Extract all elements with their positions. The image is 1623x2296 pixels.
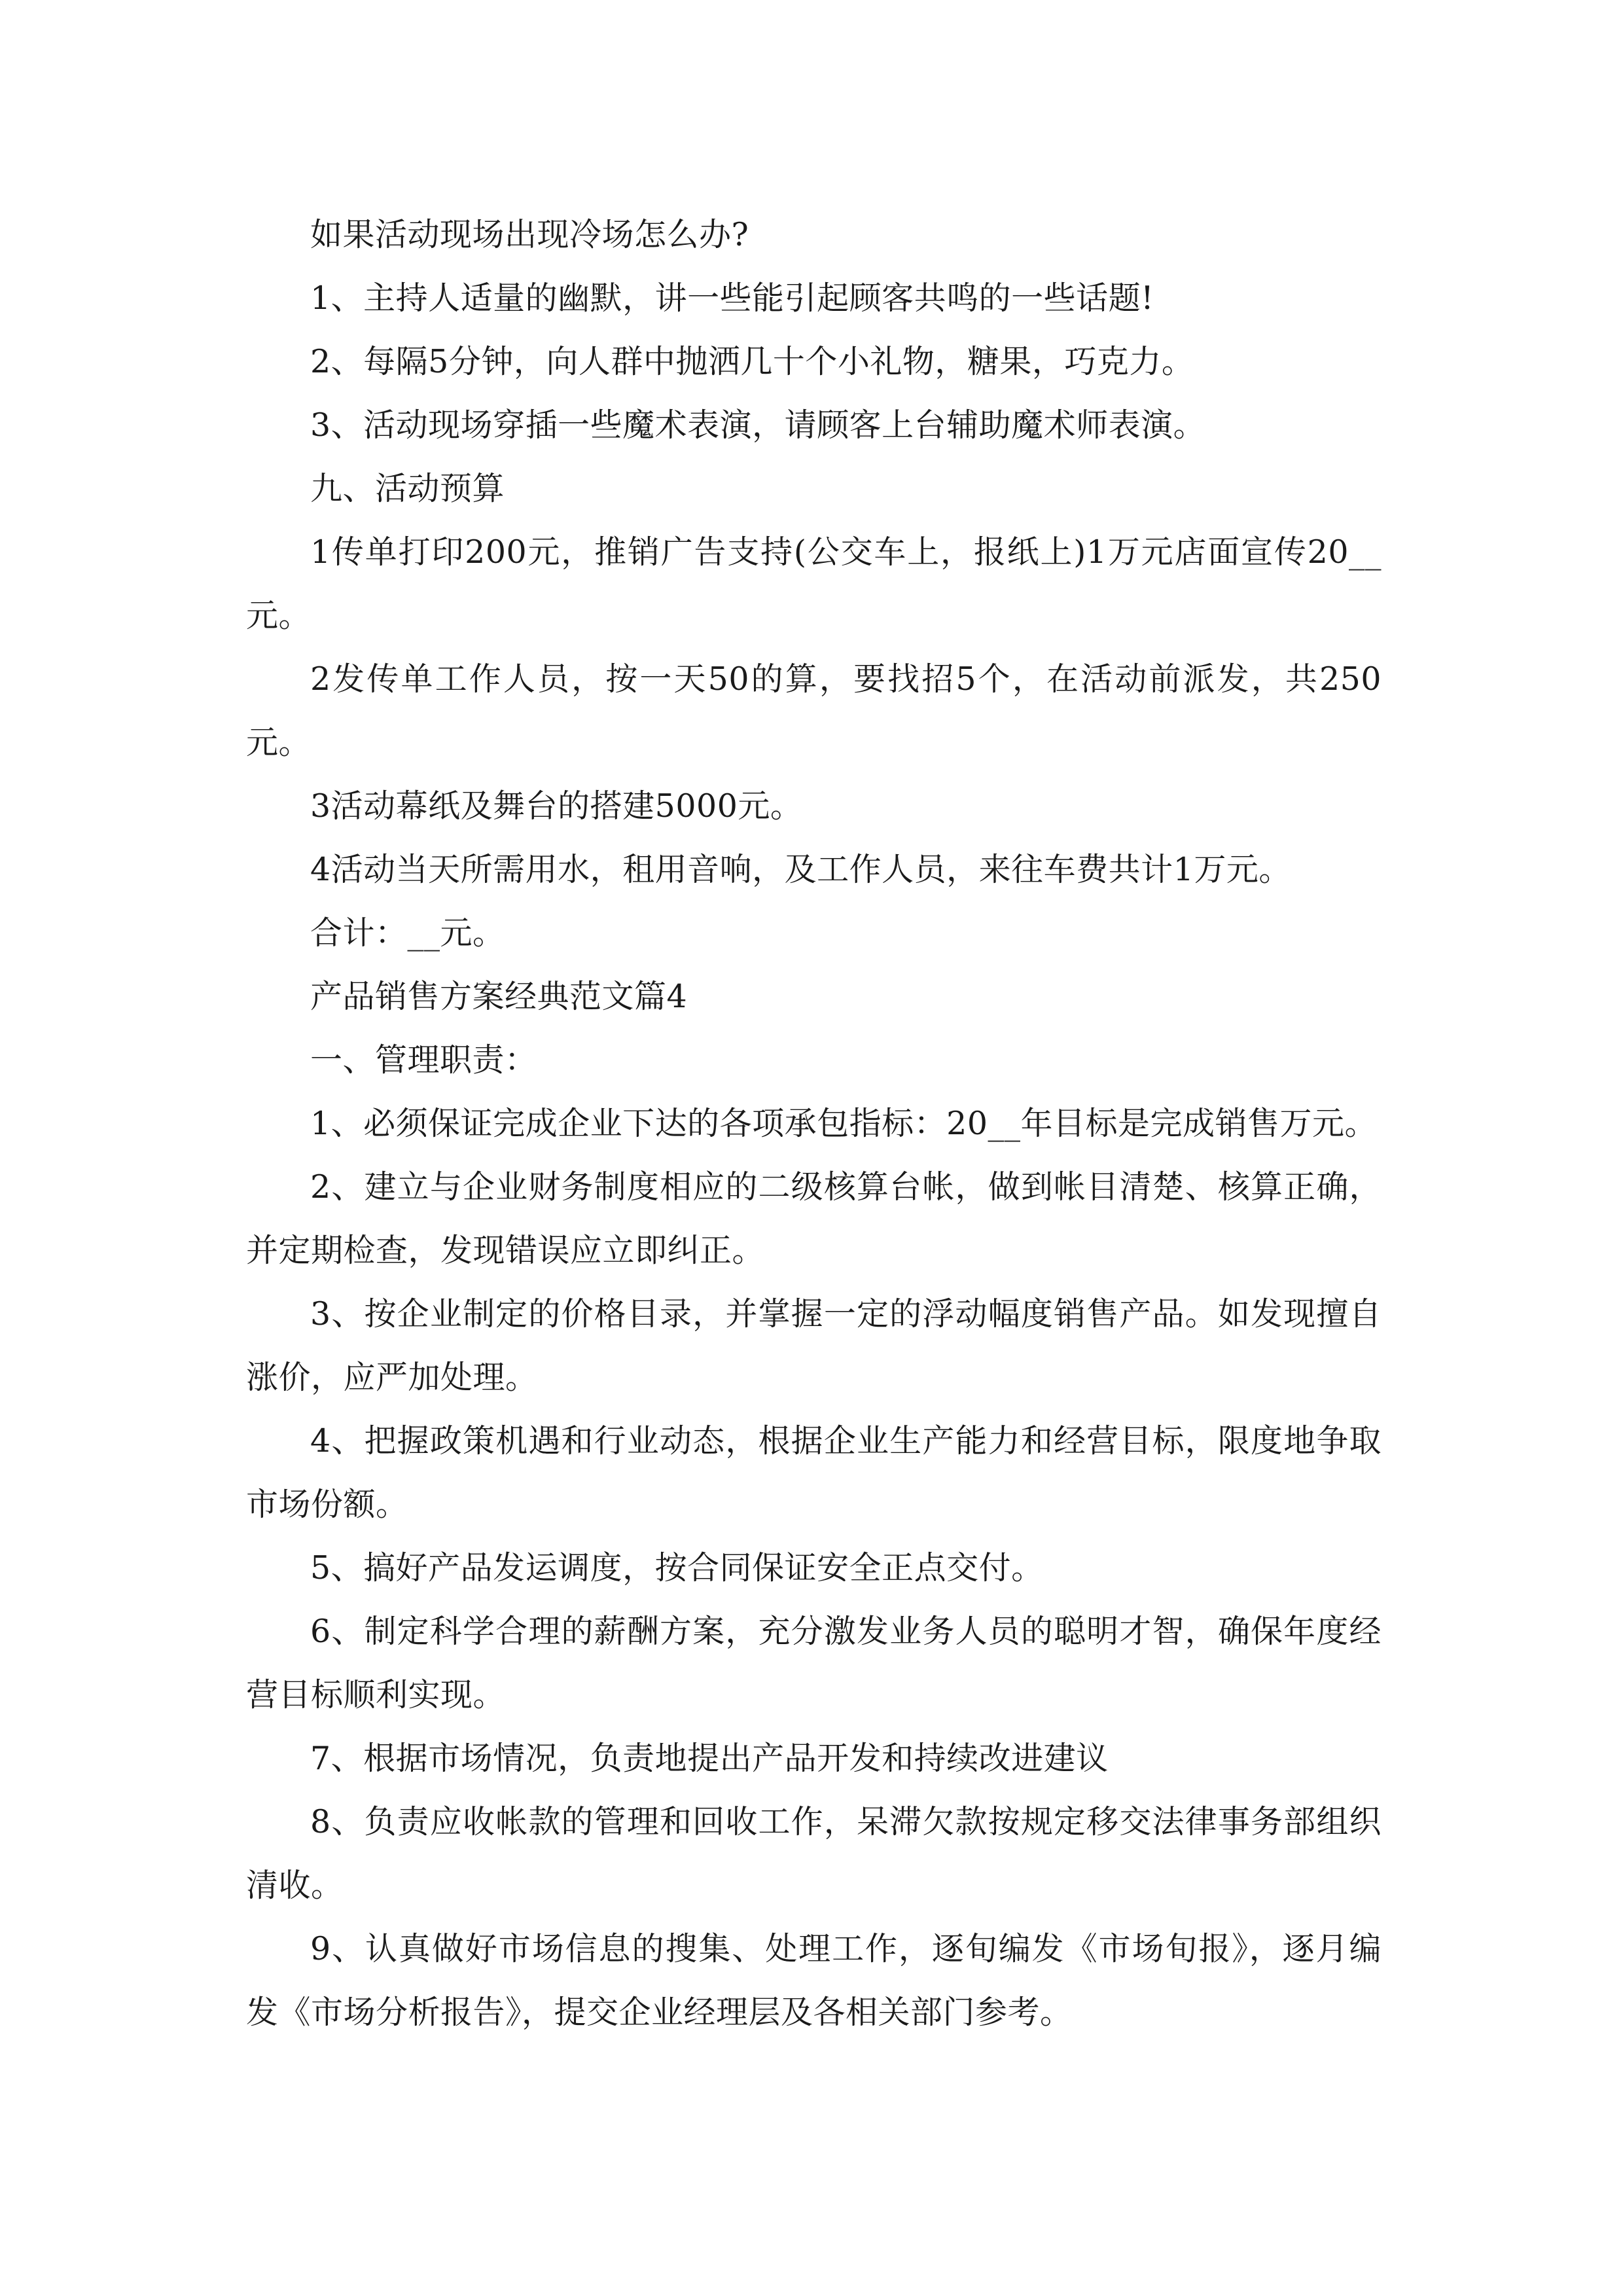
list-item-duty-2: 2、建立与企业财务制度相应的二级核算台帐，做到帐目清楚、核算正确，并定期检查，发现错误应立即纠正。 [246, 1168, 1382, 1269]
section-heading-duties: 一、管理职责： [310, 1041, 537, 1079]
article-heading: 产品销售方案经典范文篇4 [310, 978, 688, 1015]
list-item-duty-4: 4、把握政策机遇和行业动态，根据企业生产能力和经营目标，限度地争取市场份额。 [246, 1422, 1382, 1523]
paragraph-magic-show: 3、活动现场穿插一些魔术表演，请顾客上台辅助魔术师表演。 [310, 406, 1206, 444]
list-item-duty-1: 1、必须保证完成企业下达的各项承包指标：20__年目标是完成销售万元。 [310, 1105, 1378, 1142]
list-item-duty-9: 9、认真做好市场信息的搜集、处理工作，逐旬编发《市场旬报》，逐月编发《市场分析报告》，提交企业经理层及各相关部门参考。 [246, 1930, 1382, 2031]
paragraph-budget-flyer-staff: 2发传单工作人员，按一天50的算，要找招5个，在活动前派发，共250元。 [246, 660, 1382, 761]
paragraph-host-humor: 1、主持人适量的幽默，讲一些能引起顾客共鸣的一些话题! [310, 279, 1154, 317]
document-body [246, 203, 1382, 2044]
paragraph-budget-event-day: 4活动当天所需用水，租用音响，及工作人员，来往车费共计1万元。 [310, 851, 1291, 888]
paragraph-budget-total: 合计：__元。 [310, 914, 505, 952]
list-item-duty-7: 7、根据市场情况，负责地提出产品开发和持续改进建议 [310, 1740, 1109, 1777]
list-item-duty-5: 5、搞好产品发运调度，按合同保证安全正点交付。 [310, 1549, 1044, 1587]
list-item-duty-8: 8、负责应收帐款的管理和回收工作，呆滞欠款按规定移交法律事务部组织清收。 [246, 1803, 1382, 1904]
paragraph-cold-scene-question: 如果活动现场出现冷场怎么办? [310, 216, 749, 253]
section-heading-budget: 九、活动预算 [310, 470, 505, 507]
paragraph-budget-stage: 3活动幕纸及舞台的搭建5000元。 [310, 787, 803, 825]
list-item-duty-6: 6、制定科学合理的薪酬方案，充分激发业务人员的聪明才智，确保年度经营目标顺利实现。 [246, 1613, 1382, 1713]
paragraph-gifts: 2、每隔5分钟，向人群中抛洒几十个小礼物，糖果，巧克力。 [310, 343, 1194, 380]
paragraph-budget-flyer-printing: 1传单打印200元，推销广告支持(公交车上，报纸上)1万元店面宣传20__元。 [246, 533, 1382, 634]
list-item-duty-3: 3、按企业制定的价格目录，并掌握一定的浮动幅度销售产品。如发现擅自涨价，应严加处理。 [246, 1295, 1382, 1396]
